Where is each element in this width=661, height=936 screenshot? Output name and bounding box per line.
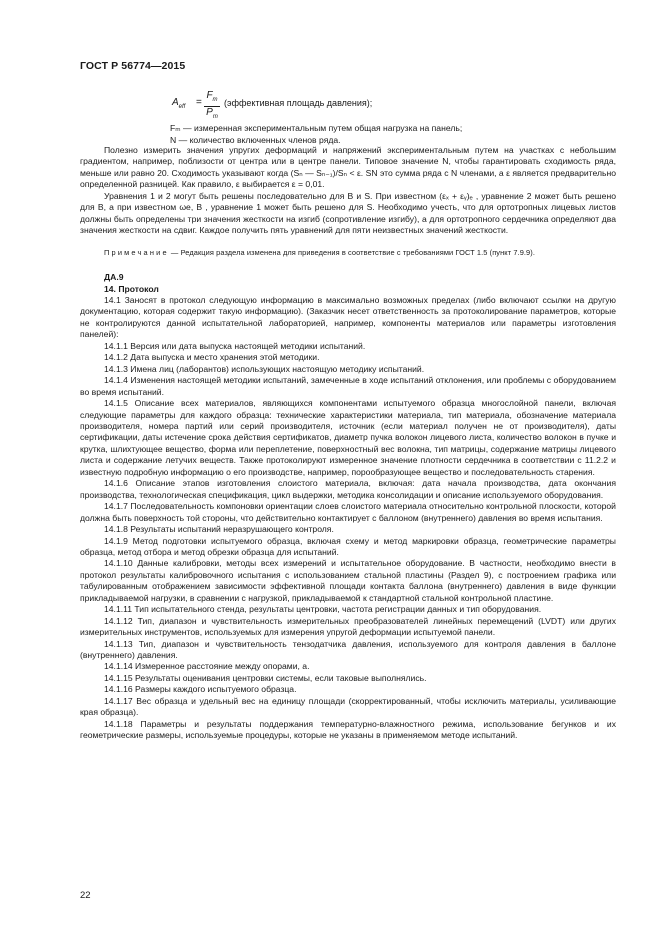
item-14-1-5: 14.1.5 Описание всех материалов, являющихся компонентами испытуемого образца многослойной панели, включая следующие параметры для каждого образца: технические характеристики материала, тип материала, обозначение материала производителя, номера партий или серий производителя, источник (если материал получен не от производителя), даты сертификации, даты истечение срока действия сертификатов, диаметр пучка волокон лицевого листа, количество волокон в пучке и крутка, шлихтующее вещество, форма или переплетение, поверхностный вес волокна, тип матрицы, содержание матрицы лицевого листа и содержание летучих веществ. Также протоколируют измеренное значение плотности сердечника в соответствии с 11.2.2 и известную подробную информацию о его производстве, например, порообразующее вещество и последовательность старения. [80,398,616,477]
section-label: ДА.9 [104,272,124,283]
formula-num-subscript: m [212,97,218,103]
item-14-1-17: 14.1.17 Вес образца и удельный вес на единицу площади (скорректированный, чтобы исключить материалы, усиливающие края образца). [80,695,616,718]
formula-den-symbol: P [206,107,213,118]
note [80,247,616,258]
formula-numerator [204,90,220,107]
note-label: Примечание [104,247,169,257]
item-14-1-4: 14.1.4 Изменения настоящей методики испытаний, замеченные в ходе испытаний отклонения, или проблемы с оборудованием во время испытаний. [80,375,616,397]
definition-n: N — количество включенных членов ряда. [170,134,341,145]
document-body [80,145,616,742]
item-14-1-3: 14.1.3 Имена лиц (лаборантов) использующих настоящую методику испытаний. [104,363,425,374]
formula-definitions [170,123,462,146]
item-14-1-9: 14.1.9 Метод подготовки испытуемого образца, включая схему и метод маркировки образца, геометрические параметры образца, метод отбора и метод обрезки образца для испытаний. [80,535,616,557]
item-14-1-1: 14.1.1 Версия или дата выпуска настоящей методики испытаний. [104,340,366,351]
item-14-1-7: 14.1.7 Последовательность компоновки ориентации слоев слоистого материала относительно контрольной плоскости, которой должна быть поверхность той стороны, что действительно контактирует с баллоном (внутреннего) давления во время испытания. [80,501,616,523]
document-header: ГОСТ Р 56774—2015 [80,60,186,72]
section-title: 14. Протокол [104,283,159,294]
item-14-1-8: 14.1.8 Результаты испытаний неразрушающего контроля. [104,524,334,535]
item-14-1-2: 14.1.2 Дата выпуска и место хранения этой методики. [104,352,320,363]
item-14-1-16: 14.1.16 Размеры каждого испытуемого образца. [104,684,297,695]
formula-description: (эффективная площадь давления); [224,98,373,108]
formula-fraction [204,90,220,123]
formula-equals: = [196,97,202,108]
effective-area-formula [172,90,472,124]
item-14-1-13: 14.1.13 Тип, диапазон и чувствительность тензодатчика давления, используемого для контроля давления в баллоне (внутреннего) давления. [80,638,616,661]
item-14-1-15: 14.1.15 Результаты оценивания центровки системы, если таковые выполнялись. [104,672,427,683]
item-14-1-6: 14.1.6 Описание этапов изготовления слоистого материала, включая: дата начала производства, дата окончания производства, технологическая спецификация, цикл выдержки, методика консолидации и описание используемого оборудования. [80,478,616,500]
formula-num-symbol: F [206,90,213,101]
formula-lhs-subscript: eff [178,104,186,110]
formula-lhs-symbol: A [172,97,179,108]
item-14-1-18: 14.1.18 Параметры и результаты поддержания температурно-влажностного режима, использование бегунков и их геометрические размеры, используемые процедуры, которые не указаны в применяемом методе испытаний. [80,718,616,741]
item-14-1-11: 14.1.11 Тип испытательного стенда, результаты центровки, частота регистрации данных и тип оборудования. [104,604,542,615]
formula-lhs [172,97,185,110]
formula-den-subscript: m [212,114,218,120]
paragraph-equations: Уравнения 1 и 2 могут быть решены последовательно для B и S. При известном (εₓ + εᵧ)ₑ , уравнение 2 может быть решено для B, а при известном ωе, B , уравнение 1 может быть решено для S. Необходимо учесть, что для ортотропных лицевых листов должны быть определены три значения жесткости на изгиб (сопротивление изгибу), а для ортотропного сердечника определяют два значения жесткости на сдвиг. Каждое получить пять уравнений для пяти неизвестных значений жесткости. [80,190,616,236]
page-number: 22 [80,890,91,901]
definition-fm: Fₘ — измеренная экспериментальным путем общая нагрузка на панель; [170,123,463,133]
note-text: — Редакция раздела изменена для приведения в соответствие с требованиями ГОСТ 1.5 (пункт 7.9.9). [168,247,535,257]
item-14-1-12: 14.1.12 Тип, диапазон и чувствительность измерительных преобразователей линейных перемещений (LVDT) или других измерительных инструментов, используемых для измерения упругой деформации испытуемой панели. [80,615,616,638]
formula-denominator [204,107,220,123]
item-14-1: 14.1 Заносят в протокол следующую информацию в максимально возможных пределах (либо включают ссылки на другую документацию, которая содержит такую информацию). (Заказчик несет ответственность за протоколирование параметров, которые не контролируются данной испытательной лабораторией, например, компоненты материалов или параметры изготовления панелей): [80,294,616,340]
paragraph-convergence: Полезно измерить значения упругих деформаций и напряжений экспериментальным путем на участках с небольшим градиентом, например, поблизости от центра или в центре панели. Типовое значение N, чтобы гарантировать сходимость ряда, меньше или равно 20. Сходимость указывают когда (Sₙ — Sₙ₋₁)/Sₙ < ε. SN это сумма ряда с N членами, а ε является предварительно определенной разницей. Как правило, ε выбирается ε = 0,01. [80,145,616,190]
item-14-1-10: 14.1.10 Данные калибровки, методы всех измерений и испытательное оборудование. В частности, необходимо внести в протокол результаты калибровочного испытания с использованием стальной пластины (Раздел 9), с построением графика или табулированным отображением зависимости эффективной площади контакта баллона (внутреннего) давления в виде функции прикладываемой нагрузки, в сравнении с нагрузкой, прикладываемой к стандартной стальной контрольной пластине. [80,558,616,603]
item-14-1-14: 14.1.14 Измеренное расстояние между опорами, а. [104,661,310,672]
